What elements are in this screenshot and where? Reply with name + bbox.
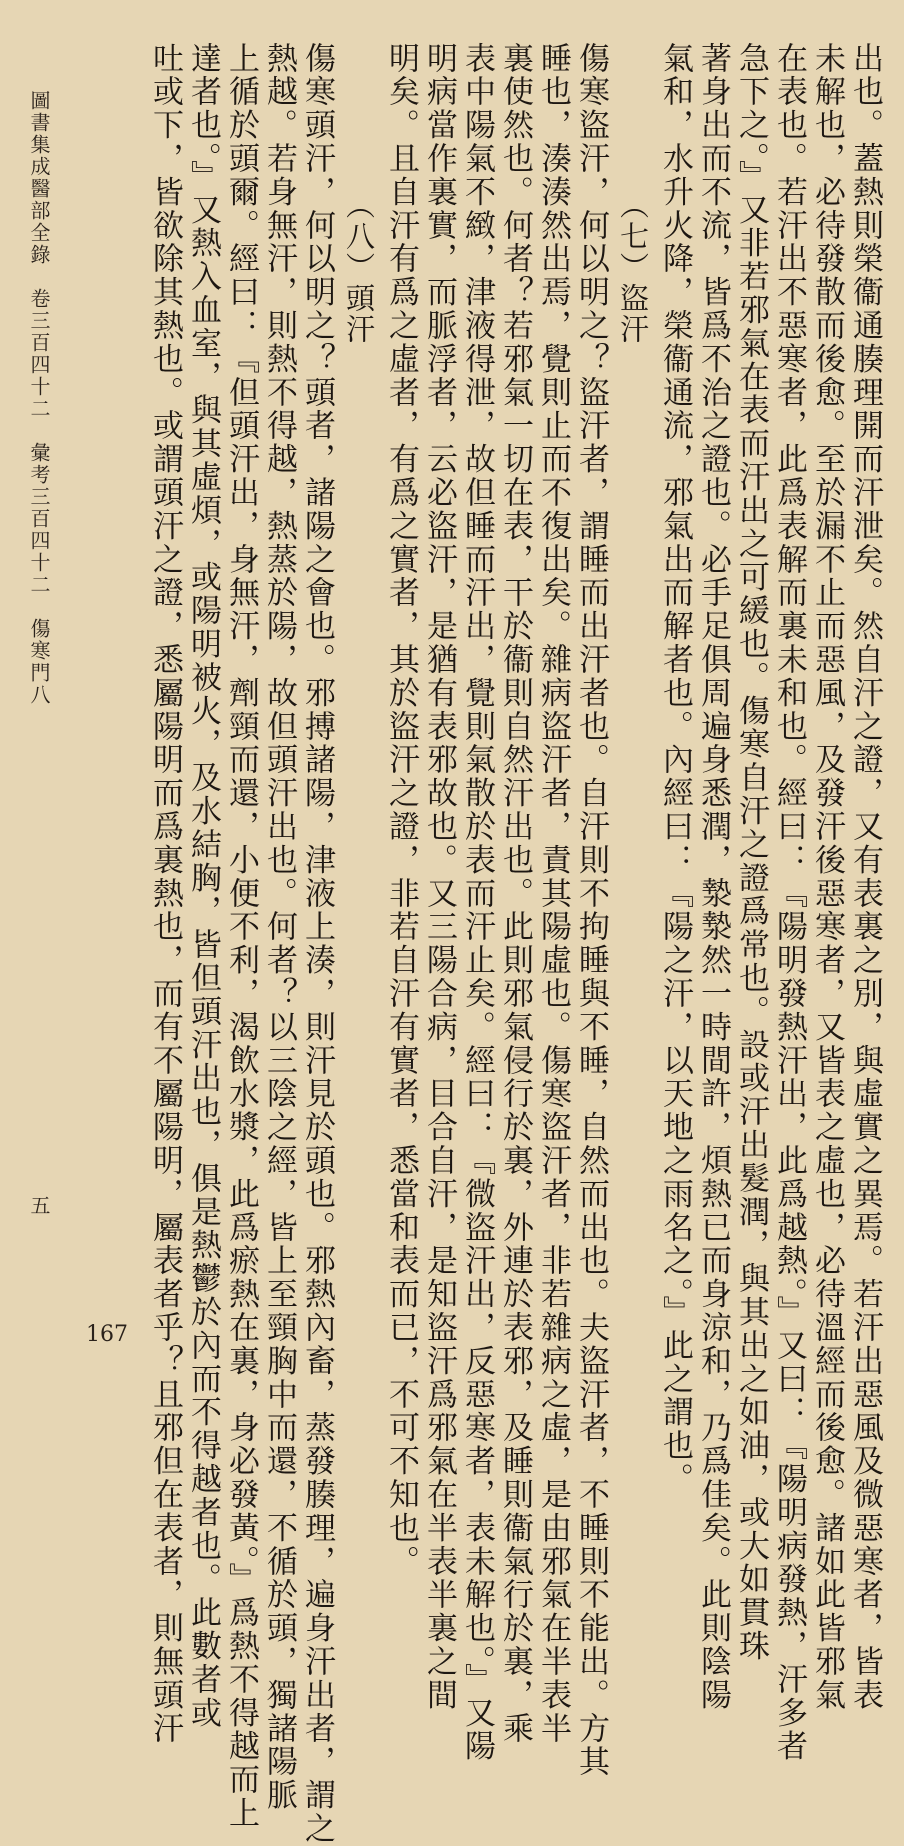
text-column-5: 著身出而不流，皆爲不治之證也。必手足俱周遍身悉潤，漐漐然一時間許，煩熱已而身涼和，乃爲佳矣。此則陰陽	[695, 42, 731, 1712]
text-column-8: 傷寒盜汗，何以明之？盜汗者，謂睡而出汗者也。自汗則不拘睡與不睡，自然而出也。夫盜汗者，不睡則不能出。方其	[573, 42, 609, 1779]
text-column-19: 吐或下，皆欲除其熱也。或謂頭汗之證，悉屬陽明而爲裏熱也，而有不屬陽明，屬表者乎？且邪但在表者，則無頭汗	[147, 42, 183, 1746]
section-heading-8: （八）頭汗	[342, 190, 376, 345]
text-column-16: 熱越。若身無汗，則熱不得越，熱蒸於陽，故但頭汗出也。何者？以三陰之經，皆上至頸胸中而還，不循於頭，獨諸陽脈	[261, 42, 297, 1813]
text-column-11: 表中陽氣不緻，津液得泄，故但睡而汗出，覺則氣散於表而汗止矣。經曰：『微盜汗出，反惡寒者，表未解也。』又陽	[459, 42, 495, 1764]
text-column-9: 睡也，湊湊然出焉，覺則止而不復出矣。雜病盜汗者，責其陽虛也。傷寒盜汗者，非若雜病之虛，是由邪氣在半表半	[535, 42, 571, 1746]
section-heading-7: （七）盜汗	[616, 190, 650, 345]
text-column-10: 裏使然也。何者？若邪氣一切在表，干於衞則自然汗出也。此則邪氣侵行於裏，外連於表邪，及睡則衞氣行於裏，乘	[497, 42, 533, 1746]
text-column-4: 急下之。』又非若邪氣在表而汗出之可緩也。傷寒自汗之證爲常也。設或汗出髮潤，與其出之如油，或大如貫珠	[733, 42, 769, 1664]
text-column-6: 氣和，水升火降，榮衞通流，邪氣出而解者也。內經曰：『陽之汗，以天地之雨名之。』此之謂也。	[657, 42, 693, 1497]
text-column-12: 明病當作裏實，而脈浮者，云必盜汗，是猶有表邪故也。又三陽合病，目合自汗，是知盜汗爲邪氣在半表半裏之間	[421, 42, 457, 1712]
text-column-17: 上循於頭爾。經曰：『但頭汗出，身無汗，劑頸而還，小便不利，渴飲水漿，此爲瘀熱在裏，身必發黃。』爲熱不得越而上	[223, 42, 259, 1831]
page-number-side: 五	[27, 1195, 51, 1217]
page-number-bottom: 167	[86, 1322, 128, 1347]
text-column-18: 達者也。』又熱入血室，與其虛煩，或陽明被火，及水結胸，皆但頭汗出也，俱是熱鬱於內而不得越者也。此數者或	[185, 42, 221, 1730]
text-column-3: 在表也。若汗出不惡寒者，此爲表解而裏未和也。經曰：『陽明發熱汗出，此爲越熱。』又曰：『陽明病發熱，汗多者	[771, 42, 807, 1764]
text-column-2: 未解也，必待發散而後愈。至於漏不止而惡風，及發汗後惡寒者，又皆表之虛也，必待溫經而後愈。諸如此皆邪氣	[809, 42, 845, 1712]
text-column-15: 傷寒頭汗，何以明之？頭者，諸陽之會也。邪搏諸陽，津液上湊，則汗見於頭也。邪熱內畜，蒸發腠理，遍身汗出者，謂之	[299, 42, 335, 1846]
text-column-13: 明矣。且自汗有爲之虛者，有爲之實者，其於盜汗之證，非若自汗有實者，悉當和表而已，不可不知也。	[383, 42, 419, 1579]
running-header: 圖書集成醫部全錄 卷三百四十二 彙考三百四十二 傷寒門八	[27, 90, 51, 706]
text-column-1: 出也。蓋熱則榮衞通腠理開而汗泄矣。然自汗之證，又有表裏之別，與虛實之異焉。若汗出惡風及微惡寒者，皆表	[847, 42, 883, 1712]
